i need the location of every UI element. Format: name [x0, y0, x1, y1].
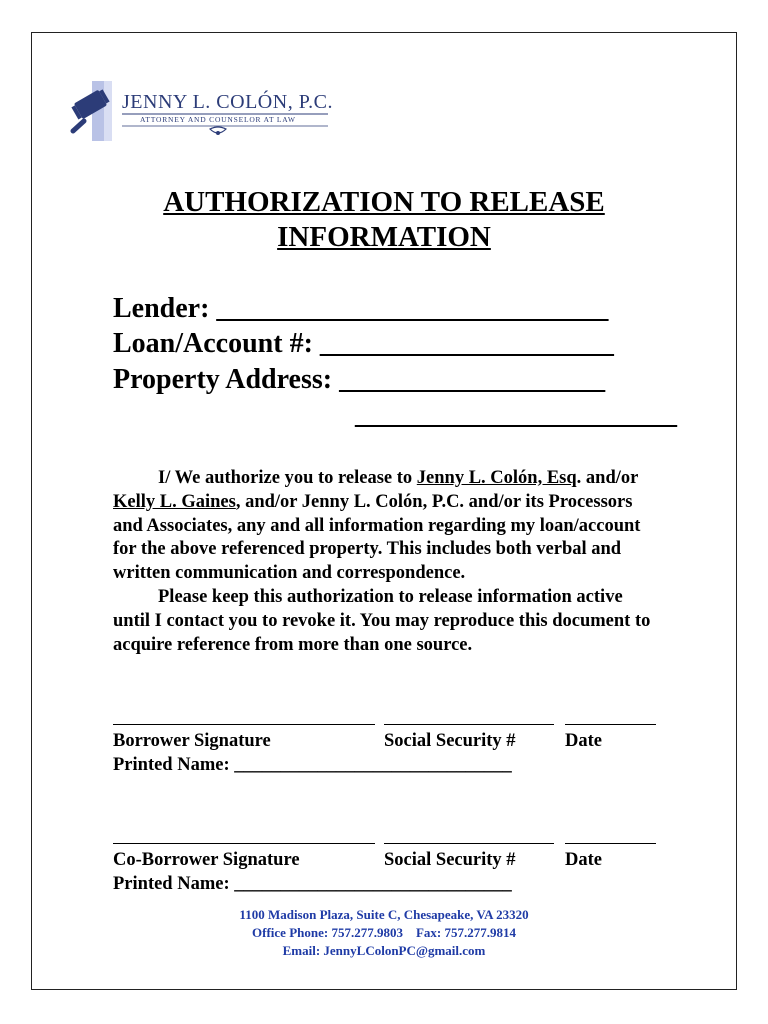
- co-borrower-printed-name[interactable]: Printed Name: ______________________________: [113, 874, 512, 894]
- borrower-printed-name[interactable]: Printed Name: ______________________________: [113, 755, 512, 775]
- borrower-date-line[interactable]: [565, 724, 656, 725]
- borrower-ssn-label: Social Security #: [384, 731, 516, 751]
- firm-tagline: ATTORNEY AND COUNSELOR AT LAW: [140, 115, 296, 124]
- authorization-paragraph-1: [113, 467, 658, 586]
- firm-logo: [70, 81, 335, 141]
- property-address-field[interactable]: Property Address: ___________________: [113, 364, 606, 395]
- firm-name: JENNY L. COLÓN, P.C.: [122, 91, 333, 113]
- p1-rest: , and/or Jenny L. Colón, P.C. and/or its Processors and Associates, any and all information regarding my loan/account for the above referenced property. This includes both verbal and written communication and correspondence.: [113, 491, 641, 584]
- property-address-continued-field[interactable]: _______________________: [355, 399, 677, 430]
- footer-phones: Office Phone: 757.277.9803 Fax: 757.277.9814: [252, 925, 516, 940]
- footer-email[interactable]: Email: JennyLColonPC@gmail.com: [282, 943, 486, 958]
- footer-address: 1100 Madison Plaza, Suite C, Chesapeake, VA 23320: [239, 907, 529, 922]
- authorization-paragraph-2: Please keep this authorization to release information active until I contact you to revoke it. You may reproduce this document to acquire reference from more than one source.: [113, 586, 651, 655]
- lender-field[interactable]: Lender: ____________________________: [113, 293, 609, 324]
- attorney-name: Jenny L. Colón, Esq: [416, 468, 577, 488]
- co-borrower-signature-label: Co-Borrower Signature: [113, 850, 300, 870]
- authorization-text: [113, 467, 658, 657]
- document-title-line1: AUTHORIZATION TO RELEASE: [163, 186, 605, 218]
- borrower-date-label: Date: [565, 731, 602, 751]
- document-title-line2: INFORMATION: [277, 221, 491, 253]
- co-borrower-date-line[interactable]: [565, 843, 656, 844]
- co-borrower-ssn-line[interactable]: [384, 843, 554, 844]
- co-borrower-date-label: Date: [565, 850, 602, 870]
- borrower-signature-label: Borrower Signature: [113, 731, 271, 751]
- borrower-ssn-line[interactable]: [384, 724, 554, 725]
- borrower-signature-line[interactable]: [113, 724, 375, 725]
- associate-name: Kelly L. Gaines: [113, 491, 236, 512]
- p1-start: I/ We authorize you to release to: [158, 468, 417, 488]
- co-borrower-ssn-label: Social Security #: [384, 850, 516, 870]
- p1-mid: . and/or: [576, 468, 639, 488]
- loan-account-field[interactable]: Loan/Account #: _____________________: [113, 328, 614, 359]
- co-borrower-signature-line[interactable]: [113, 843, 375, 844]
